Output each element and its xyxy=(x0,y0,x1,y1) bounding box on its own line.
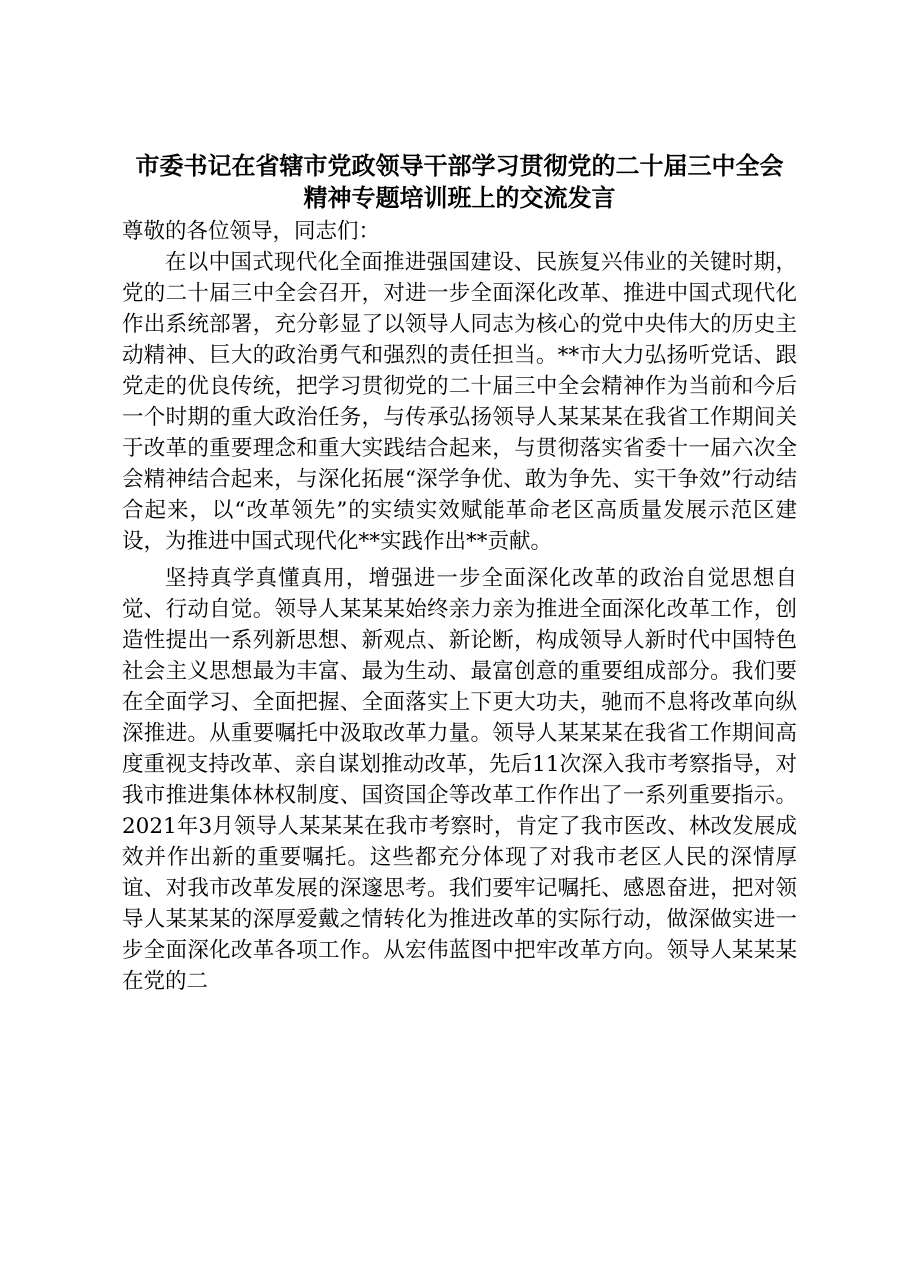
title-line-2: 精神专题培训班上的交流发言 xyxy=(303,183,616,212)
salutation: 尊敬的各位领导，同志们： xyxy=(122,219,381,244)
document-title xyxy=(122,150,797,214)
paragraph-1: 在以中国式现代化全面推进强国建设、民族复兴伟业的关键时期，党的二十届三中全会召开，对进一步全面深化改革、推进中国式现代化作出系统部署，充分彰显了以领导人同志为核心的党中央伟大的历史主动精神、巨大的政治勇气和强烈的责任担当。**市大力弘扬听党话、跟党走的优良传统，把学习贯彻党的二十届三中全会精神作为当前和今后一个时期的重大政治任务，与传承弘扬领导人某某某在我省工作期间关于改革的重要理念和重大实践结合起来，与贯彻落实省委十一届六次全会精神结合起来，与深化拓展“深学争优、敢为争先、实干争效”行动结合起来，以“改革领先”的实绩实效赋能革命老区高质量发展示范区建设，为推进中国式现代化**实践作出**贡献。 xyxy=(122,250,797,554)
document-body xyxy=(122,216,797,997)
title-line-1: 市委书记在省辖市党政领导干部学习贯彻党的二十届三中全会 xyxy=(135,151,784,180)
document-page xyxy=(122,150,797,997)
paragraph-2: 坚持真学真懂真用，增强进一步全面深化改革的政治自觉思想自觉、行动自觉。领导人某某某始终亲力亲为推进全面深化改革工作，创造性提出一系列新思想、新观点、新论断，构成领导人新时代中国特色社会主义思想最为丰富、最为生动、最富创意的重要组成部分。我们要在全面学习、全面把握、全面落实上下更大功夫，驰而不息将改革向纵深推进。从重要嘱托中汲取改革力量。领导人某某某在我省工作期间高度重视支持改革、亲自谋划推动改革，先后11次深入我市考察指导，对我市推进集体林权制度、国资国企等改革工作作出了一系列重要指示。2021年3月领导人某某某在我市考察时，肯定了我市医改、林改发展成效并作出新的重要嘱托。这些都充分体现了对我市老区人民的深情厚谊、对我市改革发展的深邃思考。我们要牢记嘱托、感恩奋进，把对领导人某某某的深厚爱戴之情转化为推进改革的实际行动，做深做实进一步全面深化改革各项工作。从宏伟蓝图中把牢改革方向。领导人某某某在党的二 xyxy=(122,566,797,994)
